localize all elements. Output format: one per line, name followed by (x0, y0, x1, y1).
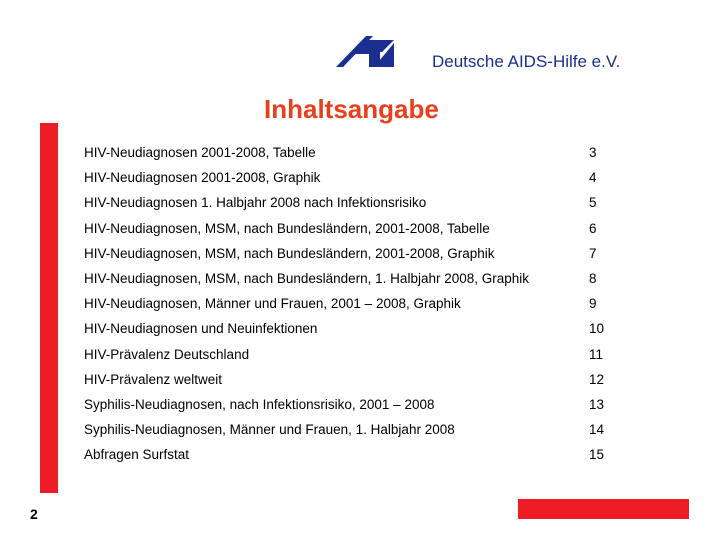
toc-row (84, 344, 624, 369)
toc-row (84, 192, 624, 217)
toc-entry: HIV-Neudiagnosen, Männer und Frauen, 2001 – 2008, Graphik (84, 296, 461, 312)
toc-page-number: 4 (589, 170, 597, 186)
toc-entry: HIV-Neudiagnosen 2001-2008, Graphik (84, 170, 321, 186)
toc-entry: Syphilis-Neudiagnosen, Männer und Frauen, 1. Halbjahr 2008 (84, 422, 455, 438)
toc-page-number: 6 (589, 220, 597, 236)
toc-row (84, 394, 624, 419)
toc-row (84, 167, 624, 192)
toc-page-number: 13 (589, 396, 605, 412)
toc-entry: HIV-Neudiagnosen, MSM, nach Bundesländern, 2001-2008, Graphik (84, 245, 495, 261)
toc-entry: HIV-Neudiagnosen 1. Halbjahr 2008 nach Infektionsrisiko (84, 195, 427, 211)
toc-page-number: 14 (589, 422, 605, 438)
toc-page-number: 9 (589, 296, 597, 312)
toc-row (84, 218, 624, 243)
toc-page-number: 7 (589, 245, 597, 261)
dah-logo-icon (336, 33, 396, 67)
toc-page-number: 11 (589, 346, 604, 362)
toc-row (84, 243, 624, 268)
toc-row (84, 142, 624, 167)
toc-entry: HIV-Neudiagnosen, MSM, nach Bundesländern, 1. Halbjahr 2008, Graphik (84, 270, 530, 286)
toc-page-number: 3 (589, 145, 597, 160)
toc-entry: HIV-Neudiagnosen 2001-2008, Tabelle (84, 145, 316, 160)
toc-entry: HIV-Neudiagnosen, MSM, nach Bundesländern, 2001-2008, Tabelle (84, 220, 490, 236)
toc-row (84, 293, 624, 318)
organization-name: Deutsche AIDS-Hilfe e.V. (432, 52, 621, 71)
left-accent-bar (40, 123, 58, 493)
toc-entry: Abfragen Surfstat (84, 447, 190, 463)
page-title: Inhaltsangabe (264, 94, 439, 124)
table-of-contents (84, 142, 624, 469)
toc-entry: HIV-Neudiagnosen und Neuinfektionen (84, 321, 318, 337)
toc-page-number: 12 (589, 371, 605, 387)
toc-entry: HIV-Prävalenz Deutschland (84, 346, 250, 362)
toc-row (84, 444, 624, 469)
toc-row (84, 318, 624, 343)
toc-page-number: 5 (589, 195, 597, 211)
toc-entry: HIV-Prävalenz weltweit (84, 371, 223, 387)
page-number: 2 (30, 506, 38, 522)
toc-row (84, 419, 624, 444)
toc-entry: Syphilis-Neudiagnosen, nach Infektionsrisiko, 2001 – 2008 (84, 396, 435, 412)
toc-row (84, 268, 624, 293)
toc-row (84, 369, 624, 394)
toc-page-number: 8 (589, 270, 597, 286)
bottom-accent-bar (518, 499, 689, 519)
toc-page-number: 10 (589, 321, 605, 337)
toc-page-number: 15 (589, 447, 605, 463)
